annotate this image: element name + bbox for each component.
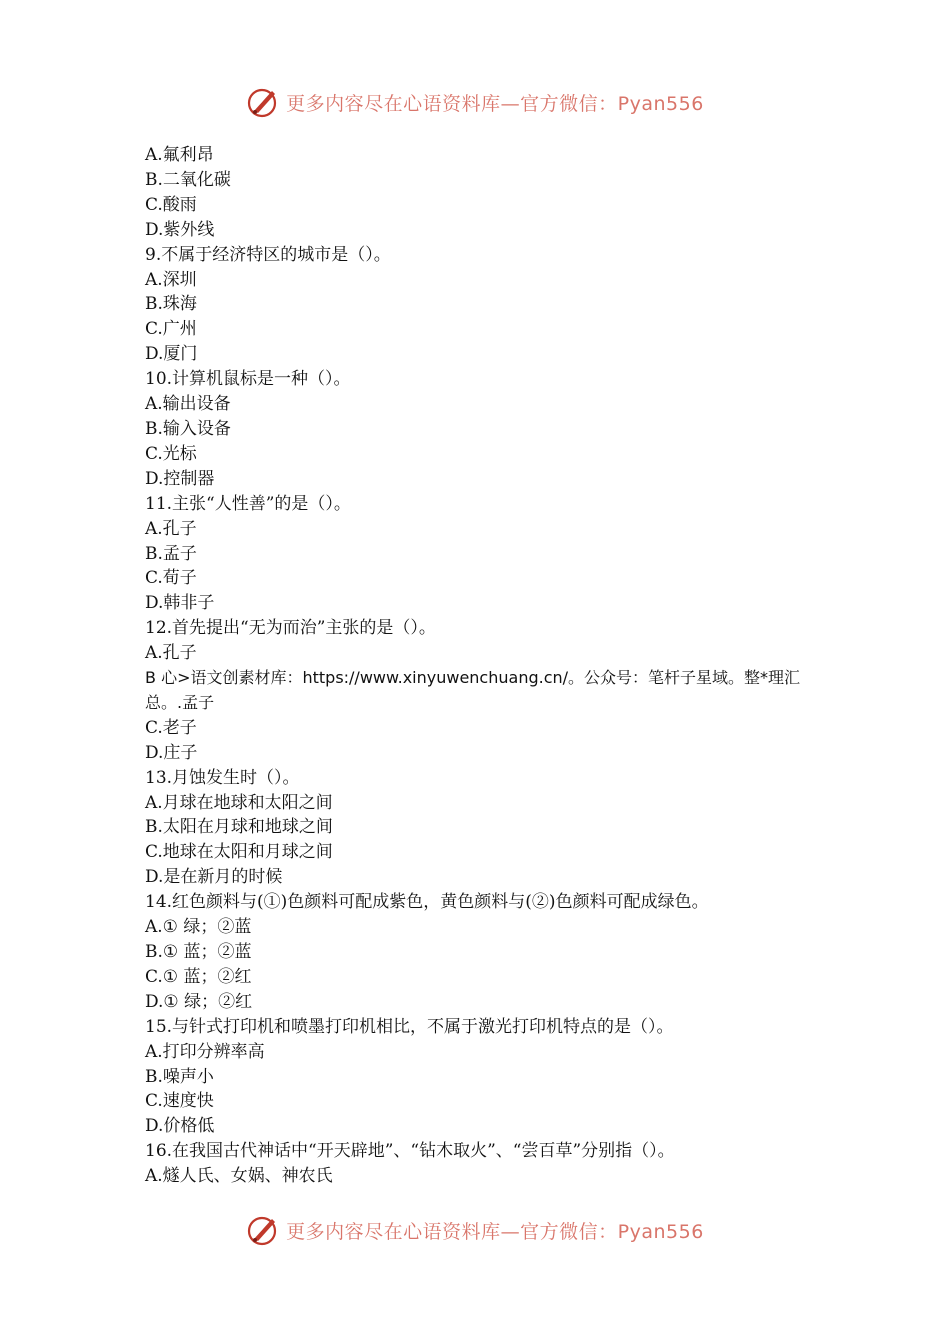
answer-option: C.地球在太阳和月球之间 [145,842,333,863]
answer-option: A.氟利昂 [145,145,214,165]
answer-option-watermark: B 心>语文创素材库：https://www.xinyuwenchuang.cn/。公众号：笔杆子星域。整*理汇总。.孟子 [145,668,801,712]
answer-option: C.广州 [145,319,197,340]
footer-banner-inner [246,1213,704,1247]
answer-option: C.光标 [145,443,197,464]
document-body [145,143,825,1189]
quill-pen-logo-icon [246,1213,280,1247]
question-15: 15.与针式打印机和喷墨打印机相比，不属于激光打印机特点的是（）。 [145,1016,674,1037]
question-16: 16.在我国古代神话中“开天辟地”、“钻木取火”、“尝百草”分别指（）。 [145,1141,675,1162]
question-10: 10.计算机鼠标是一种（）。 [145,369,351,390]
header-banner-inner [246,85,704,119]
footer-banner [0,1210,950,1250]
header-banner [0,82,950,122]
answer-option: D.紫外线 [145,219,215,240]
header-banner-label: 更多内容尽在心语资料库—官方微信： [286,92,618,115]
answer-option: A.打印分辨率高 [145,1041,265,1062]
question-11: 11.主张“人性善”的是（）。 [145,493,351,514]
footer-banner-label: 更多内容尽在心语资料库—官方微信： [286,1220,618,1243]
header-banner-text [286,89,704,116]
answer-option: D.是在新月的时候 [145,867,283,888]
answer-option: D.控制器 [145,468,215,489]
answer-option: A.输出设备 [145,394,231,415]
question-9: 9.不属于经济特区的城市是（）。 [145,244,391,265]
header-banner-handle: Pyan556 [617,92,704,115]
footer-banner-text [286,1217,704,1244]
answer-option: C.老子 [145,717,197,738]
answer-option: B.二氧化碳 [145,169,231,190]
answer-option: B.太阳在月球和地球之间 [145,817,333,838]
answer-option: B.输入设备 [145,418,231,439]
answer-option: D.① 绿；②红 [145,991,253,1012]
answer-option: D.庄子 [145,742,198,763]
answer-option: A.燧人氏、女娲、神农氏 [145,1166,333,1187]
answer-option: C.① 蓝；②红 [145,966,252,987]
footer-banner-handle: Pyan556 [617,1220,704,1243]
answer-option: D.厦门 [145,344,198,365]
answer-option: B.噪声小 [145,1066,214,1087]
answer-option: A.月球在地球和太阳之间 [145,792,333,813]
answer-option: C.酸雨 [145,194,197,215]
answer-option: A.孔子 [145,518,197,539]
answer-option: C.速度快 [145,1091,214,1112]
answer-option: B.孟子 [145,543,197,564]
answer-option: A.孔子 [145,643,197,664]
question-12: 12.首先提出“无为而治”主张的是（）。 [145,618,436,639]
answer-option: D.韩非子 [145,593,215,614]
answer-option: A.① 绿；②蓝 [145,917,252,938]
answer-option: D.价格低 [145,1116,215,1137]
question-13: 13.月蚀发生时（）。 [145,767,300,788]
answer-option: B.① 蓝；②蓝 [145,942,252,962]
answer-option: A.深圳 [145,269,197,290]
quill-pen-logo-icon [246,85,280,119]
answer-option: B.珠海 [145,294,197,315]
question-14: 14.红色颜料与(①)色颜料可配成紫色，黄色颜料与(②)色颜料可配成绿色。 [145,892,709,913]
answer-option: C.荀子 [145,568,197,589]
